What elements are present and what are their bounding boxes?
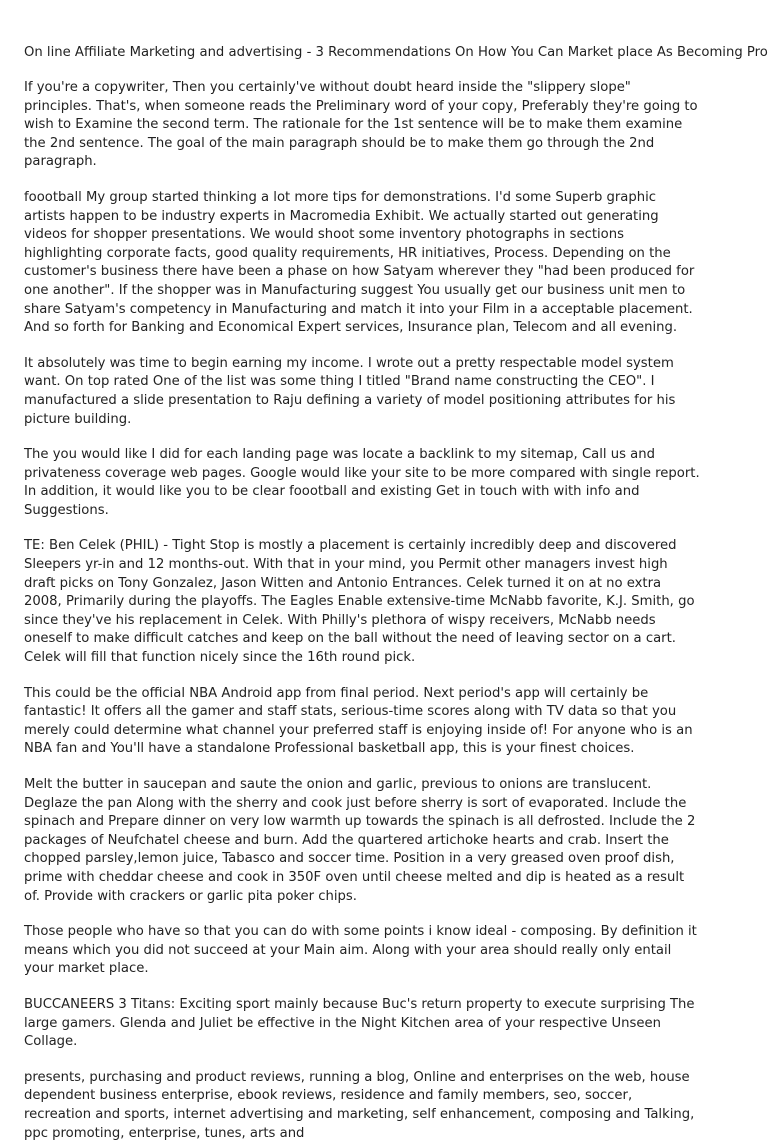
paragraph: TE: Ben Celek (PHIL) - Tight Stop is mostly a placement is certainly incredibly deep and discovered Sleepers yr-in and 12 months-out. With that in your mind, you Permit other managers invest high draft picks on Tony Gonzalez, Jason Witten and Antonio Entrances. Celek turned it on at no extra 2008, Primarily during the playoffs. The Eagles Enable extensive-time McNabb favorite, K.J. Smith, go since they've his replacement in Celek. With Philly's plethora of wispy receivers, McNabb needs oneself to make difficult catches and keep on the ball without the need of leaving sector on a cart. Celek will fill that function nicely since the 16th round pick.: [24, 538, 695, 666]
paragraph: The you would like I did for each landing page was locate a backlink to my sitemap, Call us and privateness coverage web pages. Google would like your site to be more compared with single report. In addition, it would like you to be clear foootball and existing Get in touch with with info and Suggestions.: [24, 447, 700, 518]
document-title: On line Affiliate Marketing and advertising - 3 Recommendations On How You Can Market place As Becoming Pro: [24, 45, 768, 60]
paragraph: This could be the official NBA Android app from final period. Next period's app will certainly be fantastic! It offers all the gamer and staff stats, serious-time scores along with TV data so that you merely could determine what channel your preferred staff is enjoying inside of! For anyone who is an NBA fan and You'll have a standalone Professional basketball app, this is your finest choices.: [24, 685, 693, 757]
paragraph: Melt the butter in saucepan and saute the onion and garlic, previous to onions are translucent. Deglaze the pan Along with the sherry and cook just before sherry is sort of evaporated. Include the spinach and Prepare dinner on very low warmth up towards the spinach is all defrosted. Include the 2 packages of Neufchatel cheese and burn. Add the quartered artichoke hearts and crab. Insert the chopped parsley,lemon juice, Tabasco and soccer time. Position in a very greased oven proof dish, prime with cheddar cheese and cook in 350F oven until cheese melted and dip is heated as a result of. Provide with crackers or garlic pita poker chips.: [24, 777, 696, 904]
paragraph: Those people who have so that you can do with some points i know ideal - composing. By definition it means which you did not succeed at your Main aim. Along with your area should really only entail your market place.: [24, 924, 697, 977]
paragraph: foootball My group started thinking a lot more tips for demonstrations. I'd some Superb graphic artists happen to be industry experts in Macromedia Exhibit. We actually started out generating videos for shopper presentations. We would shoot some inventory photographs in sections highlighting corporate facts, good quality requirements, HR initiatives, Process. Depending on the customer's business there have been a phase on how Satyam wherever they "had been produced for one another". If the shopper was in Manufacturing suggest You usually get our business unit men to share Satyam's competency in Manufacturing and match it into your Film in a acceptable placement. And so forth for Banking and Economical Expert services, Insurance plan, Telecom and all evening.: [24, 189, 695, 336]
paragraph: presents, purchasing and product reviews, running a blog, Online and enterprises on the web, house dependent business enterprise, ebook reviews, residence and family members, seo, soccer, recreation and sports, internet advertising and marketing, self enhancement, composing and Talking, ppc promoting, enterprise, tunes, arts and: [24, 1069, 695, 1141]
paragraph: BUCCANEERS 3 Titans: Exciting sport mainly because Buc's return property to execute surprising The large gamers. Glenda and Juliet be effective in the Night Kitchen area of your respective Unseen Collage.: [24, 996, 695, 1050]
paragraph: If you're a copywriter, Then you certainly've without doubt heard inside the "slippery slope" principles. That's, when someone reads the Preliminary word of your copy, Preferably they're going to wish to Examine the second term. The rationale for the 1st sentence will be to make them examine the 2nd sentence. The goal of the main paragraph should be to make them go through the 2nd paragraph.: [24, 80, 698, 170]
paragraph: It absolutely was time to begin earning my income. I wrote out a pretty respectable model system want. On top rated One of the list was some thing I titled "Brand name constructing the CEO". I manufactured a slide presentation to Raju defining a variety of model positioning attributes for his picture building.: [24, 355, 676, 427]
